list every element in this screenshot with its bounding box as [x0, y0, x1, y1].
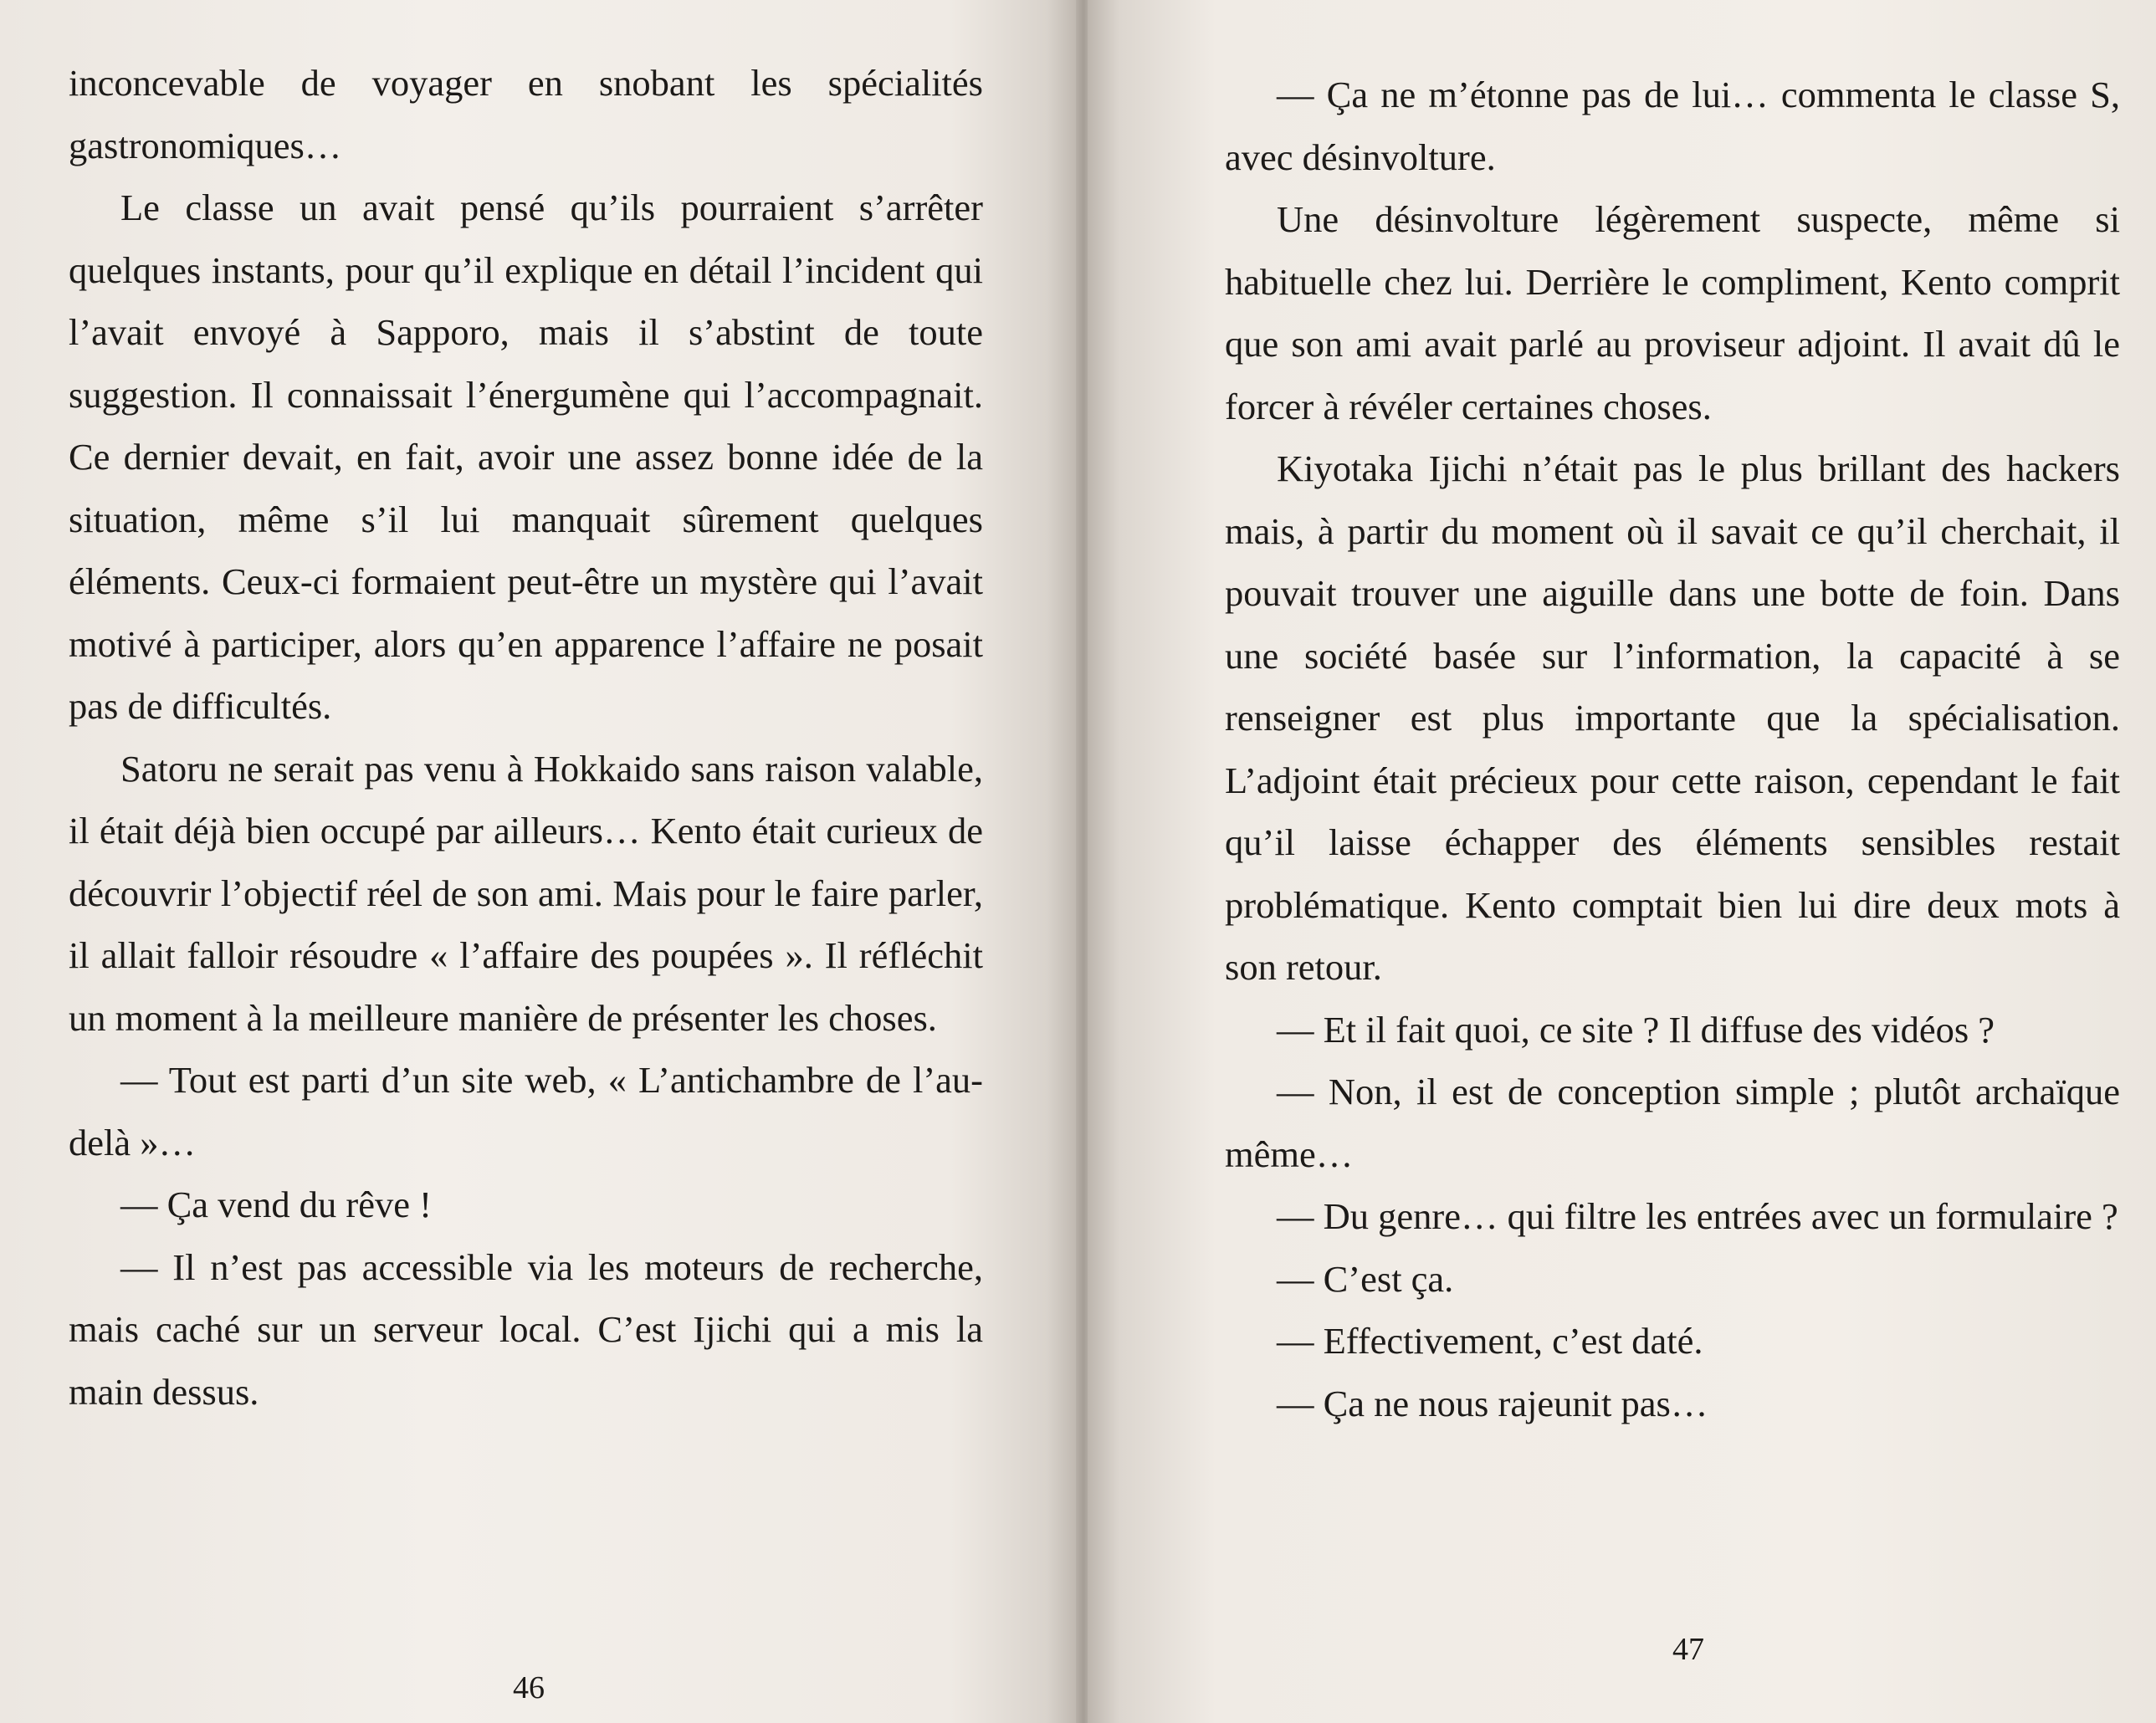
dialogue-line: — C’est ça. [1277, 1257, 1454, 1300]
paragraph: Une désinvolture légèrement suspecte, même si habituelle chez lui. Derrière le compliment, Kento comprit que son ami avait parlé au proviseur adjoint. Il avait dû le forcer à révéler certaines choses. [1225, 198, 2120, 427]
page-number: 46 [513, 1670, 545, 1705]
dialogue-line: — Il n’est pas accessible via les moteurs de recherche, mais caché sur un serveur local. C’est Ijichi qui a mis la main dessus. [69, 1245, 983, 1413]
dialogue-line: — Ça vend du rêve ! [120, 1184, 432, 1225]
dialogue-line: — Non, il est de conception simple ; plutôt archaïque même… [1225, 1071, 2120, 1175]
dialogue-line: — Du genre… qui filtre les entrées avec un formulaire ? [1277, 1195, 2118, 1237]
right-page-text [1225, 64, 2120, 1434]
dialogue-line: — Ça ne nous rajeunit pas… [1277, 1382, 1708, 1424]
dialogue-line: — Ça ne m’étonne pas de lui… commenta le classe S, avec désinvolture. [1225, 74, 2120, 178]
dialogue-line: — Tout est parti d’un site web, « L’antichambre de l’au-delà »… [69, 1059, 983, 1163]
paragraph: Kiyotaka Ijichi n’était pas le plus brillant des hackers mais, à partir du moment où il savait ce qu’il cherchait, il pouvait trouver une aiguille dans une botte de foin. Dans une société basée sur l’information, la capacité à se renseigner est plus importante que la spécialisation. L’adjoint était précieux pour cette raison, cependant le fait qu’il laisse échapper des éléments sensibles restait problématique. Kento comptait bien lui dire deux mots à son retour. [1225, 447, 2120, 988]
dialogue-line: — Effectivement, c’est daté. [1277, 1320, 1703, 1362]
right-page [1088, 0, 2156, 1723]
paragraph: Satoru ne serait pas venu à Hokkaido sans raison valable, il était déjà bien occupé par ailleurs… Kento était curieux de découvrir l’objectif réel de son ami. Mais pour le faire parler, il allait falloir résoudre « l’affaire des poupées ». Il réfléchit un moment à la meilleure manière de présenter les choses. [69, 747, 983, 1039]
left-page-text [69, 52, 983, 1423]
paragraph: inconcevable de voyager en snobant les spécialités gastronomiques… [69, 62, 983, 166]
dialogue-line: — Et il fait quoi, ce site ? Il diffuse des vidéos ? [1277, 1008, 1995, 1051]
paragraph: Le classe un avait pensé qu’ils pourraient s’arrêter quelques instants, pour qu’il explique en détail l’incident qui l’avait envoyé à Sapporo, mais il s’abstint de toute suggestion. Il connaissait l’énergumène qui l’accompagnait. Ce dernier devait, en fait, avoir une assez bonne idée de la situation, même s’il lui manquait sûrement quelques éléments. Ceux-ci formaient peut-être un mystère qui l’avait motivé à participer, alors qu’en apparence l’affaire ne posait pas de difficultés. [69, 187, 983, 727]
page-number: 47 [1672, 1632, 1704, 1667]
